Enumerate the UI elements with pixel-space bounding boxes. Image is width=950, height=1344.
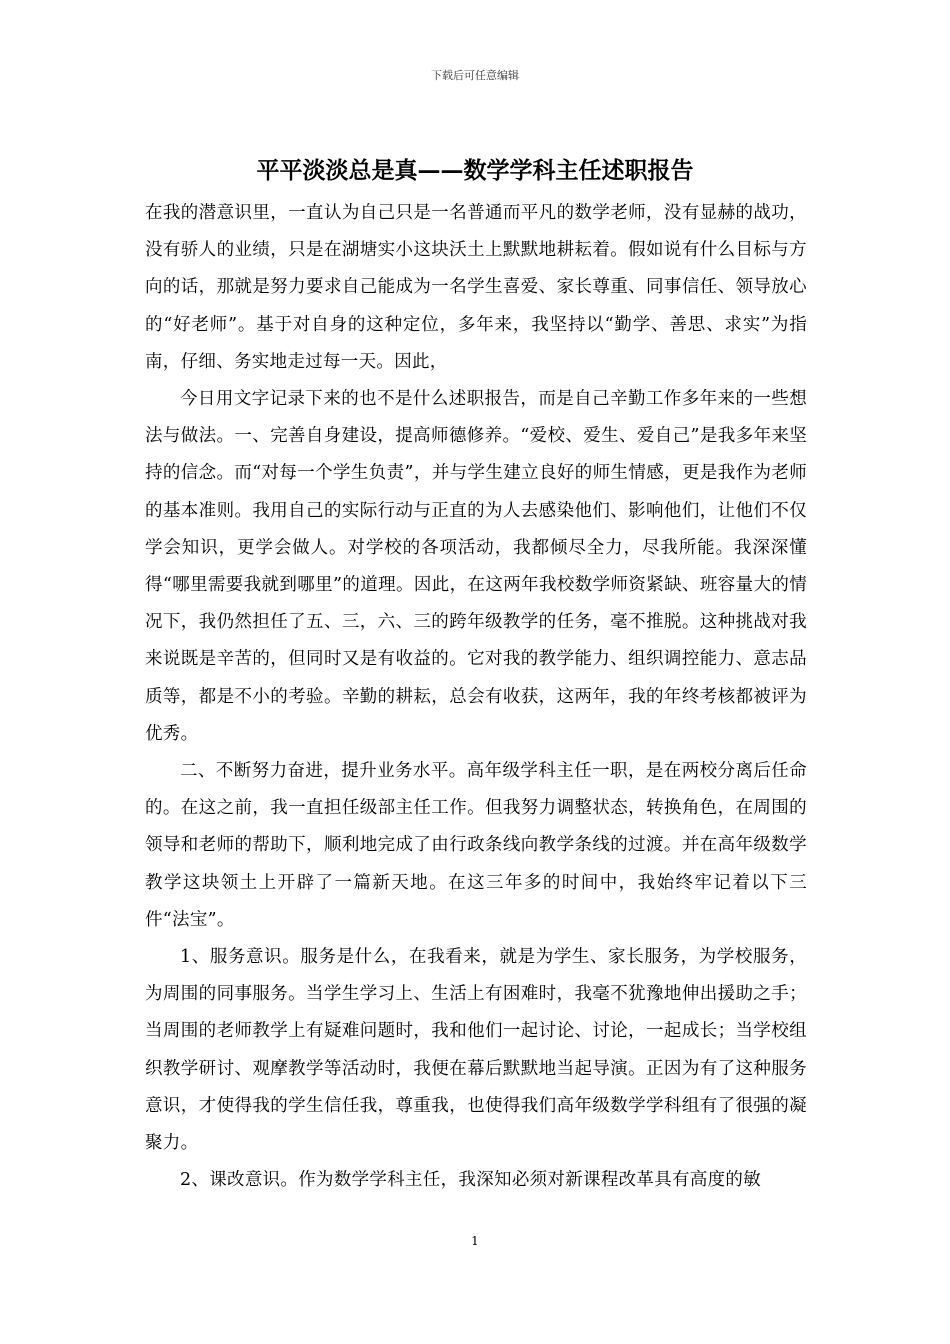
page-number: 1 [471,1234,479,1248]
paragraph-intro: 在我的潜意识里，一直认为自己只是一名普通而平凡的数学老师，没有显赫的战功，没有骄人的业绩，只是在湖塘实小这块沃土上默默地耕耘着。假如说有什么目标与方向的话，那就是努力要求自己能成为一名学生喜爱、家长尊重、同事信任、领导放心的“好老师”。基于对自身的这种定位，多年来，我坚持以“勤学、善思、求实”为指南，仔细、务实地走过每一天。因此， [145,203,807,372]
paragraph-section-one: 今日用文字记录下来的也不是什么述职报告，而是自己辛勤工作多年来的一些想法与做法。一、完善自身建设，提高师德修养。“爱校、爱生、爱自己”是我多年来坚持的信念。而“对每一个学生负责”，并与学生建立良好的师生情感，更是我作为老师的基本准则。我用自己的实际行动与正直的为人去感染他们、影响他们，让他们不仅学会知识，更学会做人。对学校的各项活动，我都倾尽全力，尽我所能。我深深懂得“哪里需要我就到哪里”的道理。因此，在这两年我校数学师资紧缺、班容量大的情况下，我仍然担任了五、三，六、三的跨年级教学的任务，毫不推脱。这种挑战对我来说既是辛苦的，但同时又是有收益的。它对我的教学能力、组织调控能力、意志品质等，都是不小的考验。辛勤的耕耘，总会有收获，这两年，我的年终考核都被评为优秀。 [145,389,807,744]
header-note: 下载后可任意编辑 [431,69,519,82]
paragraph-section-two: 二、不断努力奋进，提升业务水平。高年级学科主任一职，是在两校分离后任命的。在这之前，我一直担任级部主任工作。但我努力调整状态，转换角色，在周围的领导和老师的帮助下，顺利地完成了由行政条线向教学条线的过渡。并在高年级数学教学这块领土上开辟了一篇新天地。在这三年多的时间中，我始终牢记着以下三件“法宝”。 [145,761,807,930]
paragraph-service-awareness: 1、服务意识。服务是什么，在我看来，就是为学生、家长服务，为学校服务，为周围的同事服务。当学生学习上、生活上有困难时，我毫不犹豫地伸出援助之手；当周围的老师教学上有疑难问题时，我和他们一起讨论、讨论，一起成长；当学校组织教学研讨、观摩教学等活动时，我便在幕后默默地当起导演。正因为有了这种服务意识，才使得我的学生信任我，尊重我，也使得我们高年级数学学科组有了很强的凝聚力。 [145,947,807,1154]
document-body [145,195,807,1199]
paragraph-reform-awareness: 2、课改意识。作为数学学科主任，我深知必须对新课程改革具有高度的敏 [180,1170,762,1191]
document-title: 平平淡淡总是真——数学学科主任述职报告 [256,157,694,184]
